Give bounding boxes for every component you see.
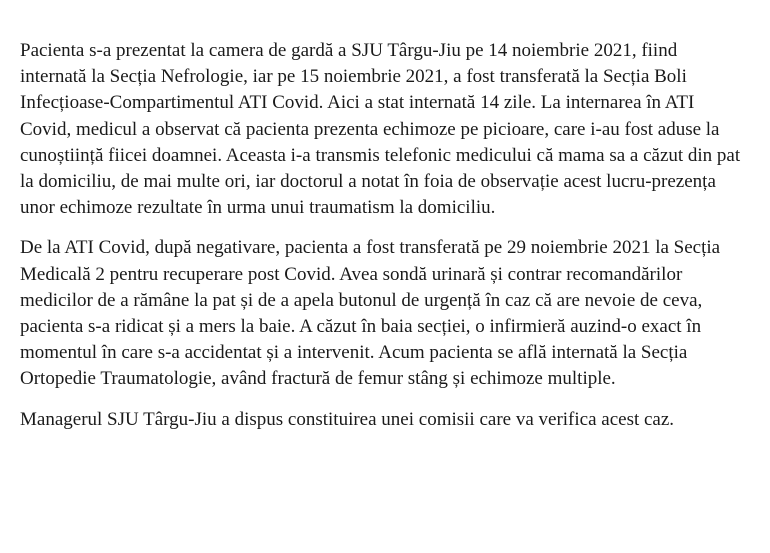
paragraph-3: Managerul SJU Târgu-Jiu a dispus constituirea unei comisii care va verifica acest caz. <box>20 408 675 430</box>
paragraph-2: De la ATI Covid, după negativare, pacienta a fost transferată pe 29 noiembrie 2021 la Secția Medicală 2 pentru recuperare post Covid. Avea sondă urinară și contrar recomandărilor medicilor de a rămâne la pat și de a apela butonul de urgență în caz că are nevoie de ceva, pacienta s-a ridicat și a mers la baie. A căzut în baia secției, o infirmieră auzind-o exact în momentul în care s-a accidentat și a intervenit. Acum pacienta se află internată la Secția Ortopedie Traumatologie, având fractură de femur stâng și echimoze multiple. <box>20 237 721 390</box>
paragraph-1: Pacienta s-a prezentat la camera de gardă a SJU Târgu-Jiu pe 14 noiembrie 2021, fiind internată la Secția Nefrologie, iar pe 15 noiembrie 2021, a fost transferată la Secția Boli Infecțioase-Compartimentul ATI Covid. Aici a stat internată 14 zile. La internarea în ATI Covid, medicul a observat că pacienta prezenta echimoze pe picioare, care i-au fost aduse la cunoștiință fiicei doamnei. Aceasta i-a transmis telefonic medicului că mama sa a căzut din pat la domiciliu, de mai multe ori, iar doctorul a notat în foia de observație acest lucru-prezența unor echimoze rezultate în urma unui traumatism la domiciliu. <box>20 40 741 219</box>
article-body <box>20 38 745 447</box>
